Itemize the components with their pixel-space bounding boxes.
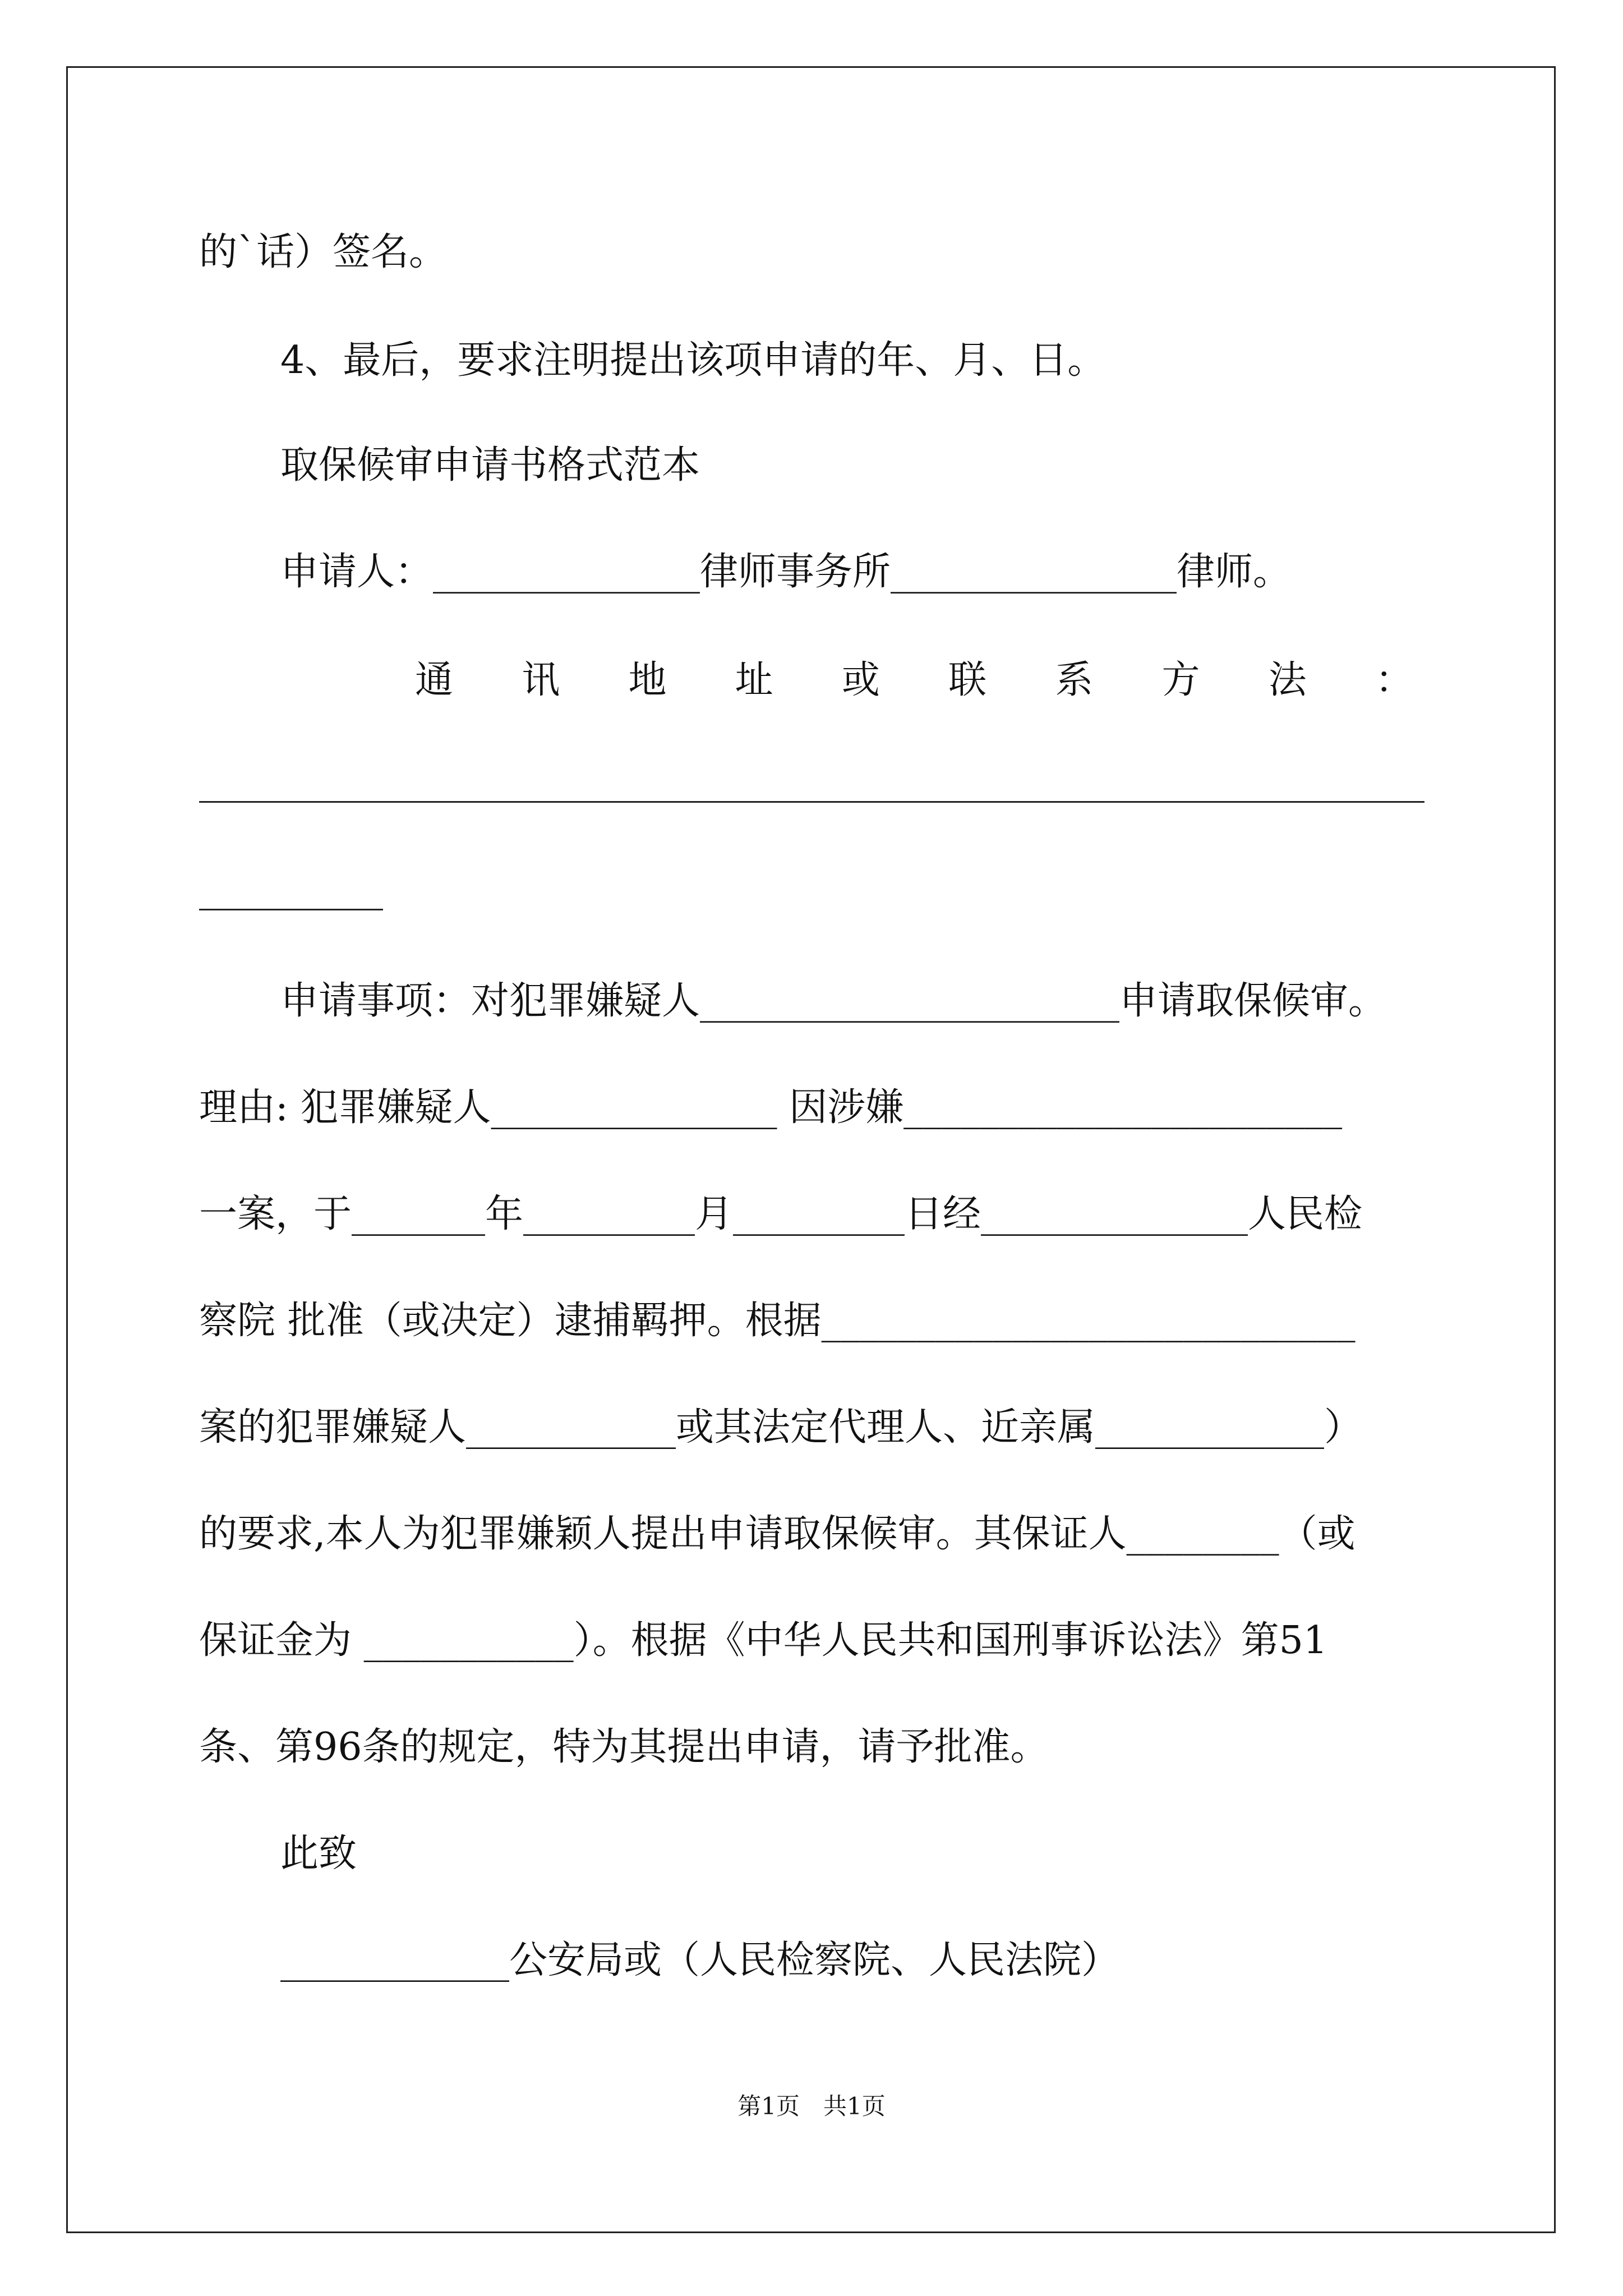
address-char: 法 [1268, 658, 1307, 702]
date-requirement: 4、最后，要求注明提出该项申请的年、月、日。 [280, 338, 1106, 383]
statute-line: 条、第96条的规定，特为其提出申请，请予批准。 [199, 1725, 1049, 1769]
guarantor-line: 的要求,本人为犯罪嫌颖人提出申请取保候审。其保证人________（或 [199, 1512, 1355, 1556]
reason-line: 理由: 犯罪嫌疑人_______________ 因涉嫌_______________________ [199, 1085, 1343, 1130]
request-line: 申请事项：对犯罪嫌疑人______________________申请取保候审。 [280, 979, 1387, 1023]
address-blank-line-short [199, 909, 383, 910]
address-char: ： [1375, 658, 1413, 702]
address-label [415, 658, 1413, 703]
template-title: 取保候审申请书格式范本 [280, 443, 700, 487]
arrest-line: 察院 批准（或决定）逮捕羁押。根据____________________________ [199, 1299, 1355, 1343]
salutation: 此致 [280, 1832, 357, 1876]
date-line: 一案，于_______年_________月_________日经______________人民检 [199, 1192, 1363, 1236]
address-char: 通 [415, 658, 454, 702]
bail-line: 保证金为 ___________）。根据《中华人民共和国刑事诉讼法》第51 [199, 1618, 1328, 1663]
address-char: 讯 [522, 658, 560, 702]
page-number: 第1页 共1页 [737, 2092, 886, 2120]
address-char: 系 [1055, 658, 1094, 702]
address-blank-line [199, 801, 1424, 803]
page-border [66, 66, 1556, 2233]
signature-note: 的`话）签名。 [199, 230, 448, 274]
addressee-line: ____________公安局或（人民检察院、人民法院） [280, 1938, 1120, 1982]
address-char: 或 [841, 658, 880, 702]
address-char: 方 [1161, 658, 1200, 702]
address-char: 地 [628, 658, 667, 702]
address-char: 址 [735, 658, 773, 702]
applicant-line: 申请人：______________律师事务所_______________律师。 [280, 550, 1292, 594]
address-char: 联 [948, 658, 987, 702]
suspect-line: 案的犯罪嫌疑人___________或其法定代理人、近亲属____________） [199, 1405, 1363, 1450]
